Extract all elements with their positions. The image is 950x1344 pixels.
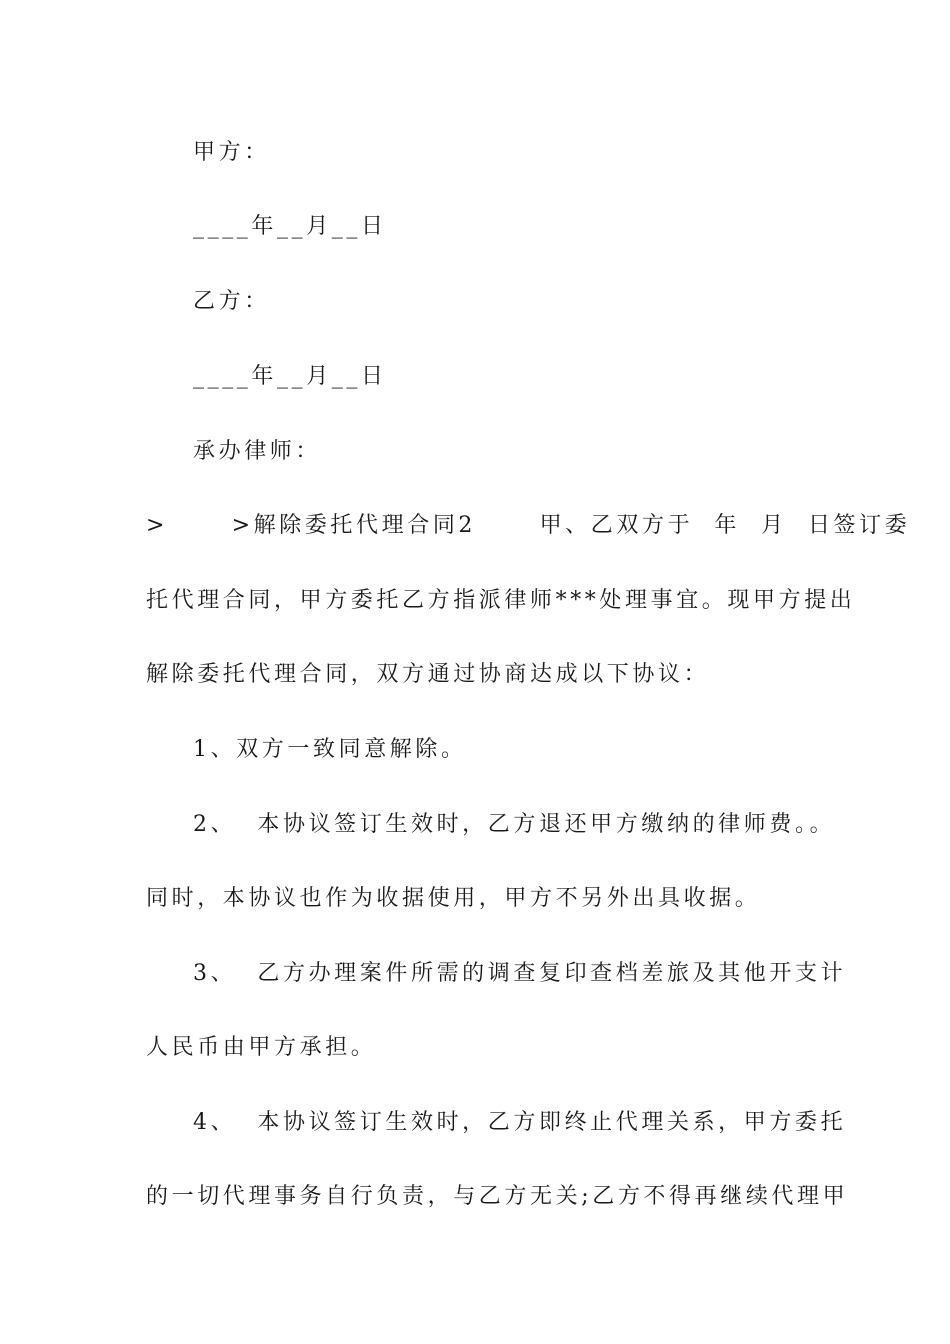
lawyer-label: 承办律师： <box>193 439 322 464</box>
party-a-label: 甲方： <box>193 140 270 165</box>
clause-3-line-2: 人民币由甲方承担。 <box>146 1035 377 1060</box>
clause-1: 1、双方一致同意解除。 <box>193 737 467 762</box>
party-b-label: 乙方： <box>193 289 270 314</box>
contract-intro-line-2: 托代理合同，甲方委托乙方指派律师***处理事宜。现甲方提出 <box>146 588 856 613</box>
party-a-date: ____年__月__日 <box>193 214 387 239</box>
contract-intro-line-1: > >解除委托代理合同2 甲、乙双方于 年 月 日签订委 <box>146 513 911 538</box>
clause-4-line-2: 的一切代理事务自行负责，与乙方无关;乙方不得再继续代理甲 <box>146 1184 849 1209</box>
clause-2-line-1: 2、 本协议签订生效时，乙方退还甲方缴纳的律师费。。 <box>193 812 836 837</box>
party-b-date: ____年__月__日 <box>193 364 387 389</box>
clause-3-line-1: 3、 乙方办理案件所需的调查复印查档差旅及其他开支计 <box>193 961 847 986</box>
clause-4-line-1: 4、 本协议签订生效时，乙方即终止代理关系，甲方委托 <box>193 1110 847 1135</box>
contract-intro-line-3: 解除委托代理合同，双方通过协商达成以下协议： <box>146 662 710 687</box>
clause-2-line-2: 同时，本协议也作为收据使用，甲方不另外出具收据。 <box>146 886 761 911</box>
